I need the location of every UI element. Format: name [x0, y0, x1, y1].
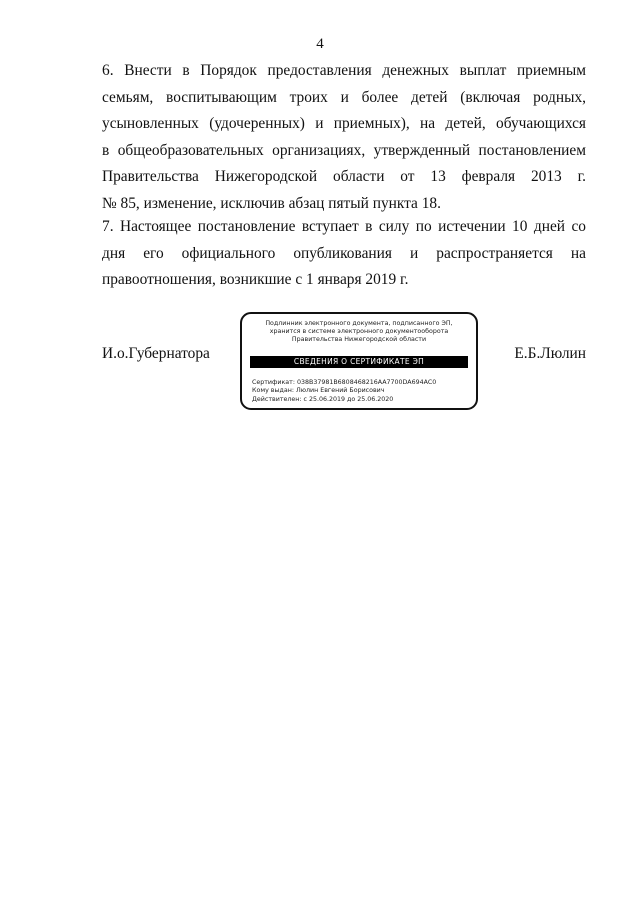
signatory-name: Е.Б.Люлин: [514, 345, 586, 362]
paragraph-line: Правительства Нижегородской области от 13 февраля 2013 г.: [102, 168, 586, 185]
paragraph-line: в общеобразовательных организациях, утвержденный постановлением: [102, 141, 586, 159]
stamp-header: [252, 320, 466, 344]
paragraph-line: дня его официального опубликования и распространяется на: [102, 244, 586, 262]
paragraph-line: 6. Внести в Порядок предоставления денежных выплат приемным: [102, 62, 586, 79]
certificate-value: 038B37981B6808468216AA7700DA694AC0: [296, 379, 437, 386]
stamp-title-bar: СВЕДЕНИЯ О СЕРТИФИКАТЕ ЭП: [250, 356, 468, 368]
issued-to-label: Кому выдан:: [252, 387, 294, 395]
issued-to-row: [252, 387, 470, 395]
signatory-position: И.о.Губернатора: [102, 345, 210, 362]
validity-value: с 25.06.2019 до 25.06.2020: [303, 395, 394, 403]
page-number: 4: [316, 36, 324, 52]
stamp-header-line: Подлинник электронного документа, подписанного ЭП,: [265, 320, 453, 327]
paragraph-line: усыновленных (удочеренных) и приемных), на детей, обучающихся: [102, 115, 586, 132]
paragraph-6: [102, 58, 586, 217]
paragraph-7: [102, 214, 586, 294]
paragraph-line: 7. Настоящее постановление вступает в силу по истечении 10 дней со: [102, 218, 586, 235]
stamp-header-line: Правительства Нижегородской области: [291, 336, 427, 343]
stamp-details: [252, 379, 470, 404]
electronic-signature-stamp: [240, 312, 478, 410]
issued-to-value: Люлин Евгений Борисович: [295, 387, 385, 395]
paragraph-line: правоотношения, возникшие с 1 января 2019 г.: [102, 271, 409, 288]
validity-label: Действителен:: [252, 395, 302, 403]
certificate-label: Сертификат:: [252, 379, 295, 386]
stamp-header-line: хранится в системе электронного документооборота: [269, 328, 449, 335]
validity-row: [252, 396, 470, 404]
paragraph-line: № 85, изменение, исключив абзац пятый пункта 18.: [102, 194, 441, 212]
paragraph-line: семьям, воспитывающим троих и более детей (включая родных,: [102, 88, 586, 106]
